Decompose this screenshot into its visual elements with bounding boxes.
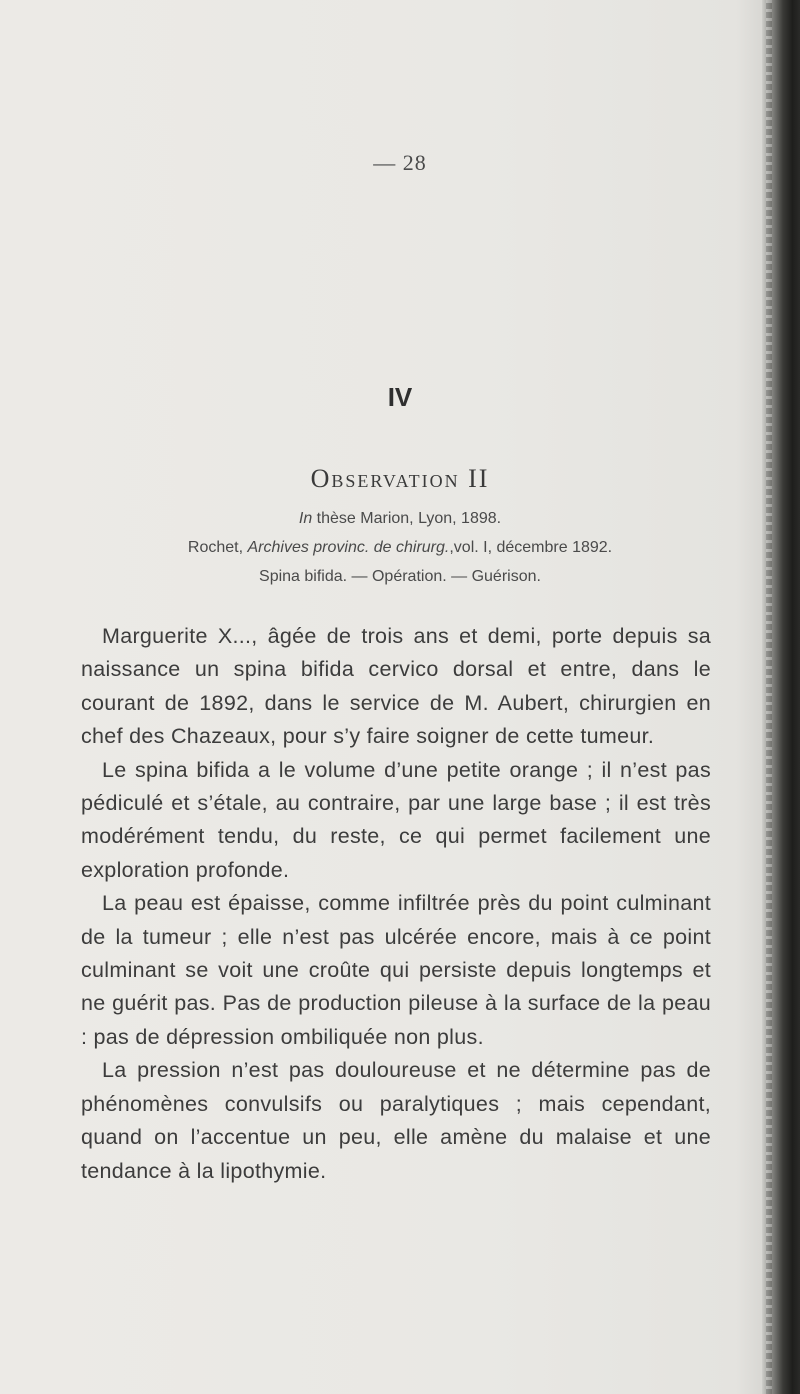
reference-author: Rochet, xyxy=(187,539,248,556)
book-binding-edge xyxy=(762,0,800,1394)
reference-line-1-text: thèse Marion, Lyon, 1898. xyxy=(312,510,502,527)
reference-line-1-prefix: In xyxy=(298,510,313,527)
paragraph: La peau est épaisse, comme infiltrée près du point culminant de la tumeur ; elle n’est pas ulcérée encore, mais à ce point culminant se voit une croûte qui persiste depuis longtemps et ne guérit pas. Pas de production pileuse à la surface de la peau : pas de dépression ombiliquée non plus. xyxy=(81,891,711,1049)
paragraph: Le spina bifida a le volume d’une petite orange ; il n’est pas pédiculé et s’étale, au contraire, par une large base ; il est très modérément tendu, du reste, ce qui permet facilement une exploration profonde. xyxy=(81,757,711,882)
reference-line-3: Spina bifida. — Opération. — Guérison. xyxy=(259,568,541,585)
reference-line-2 xyxy=(0,539,800,557)
paragraph: La pression n’est pas douloureuse et ne détermine pas de phénomènes convulsifs ou paralytiques ; mais cependant, quand on l’accentue un peu, elle amène du malaise et une tendance à la lipothymie. xyxy=(81,1058,711,1183)
page-number: — 28 xyxy=(373,150,427,175)
reference-journal: Archives provinc. de chirurg. xyxy=(247,539,450,556)
reference-volume: ,vol. I, décembre 1892. xyxy=(449,539,613,556)
observation-body xyxy=(81,620,711,1188)
reference-line-1 xyxy=(0,510,800,528)
chapter-heading: IV xyxy=(387,382,413,412)
observation-title: Observation II xyxy=(310,464,490,493)
paragraph: Marguerite X..., âgée de trois ans et demi, porte depuis sa naissance un spina bifida cervico dorsal et entre, dans le courant de 1892, dans le service de M. Aubert, chirurgien en chef des Chazeaux, pour s’y faire soigner de cette tumeur. xyxy=(81,624,711,749)
